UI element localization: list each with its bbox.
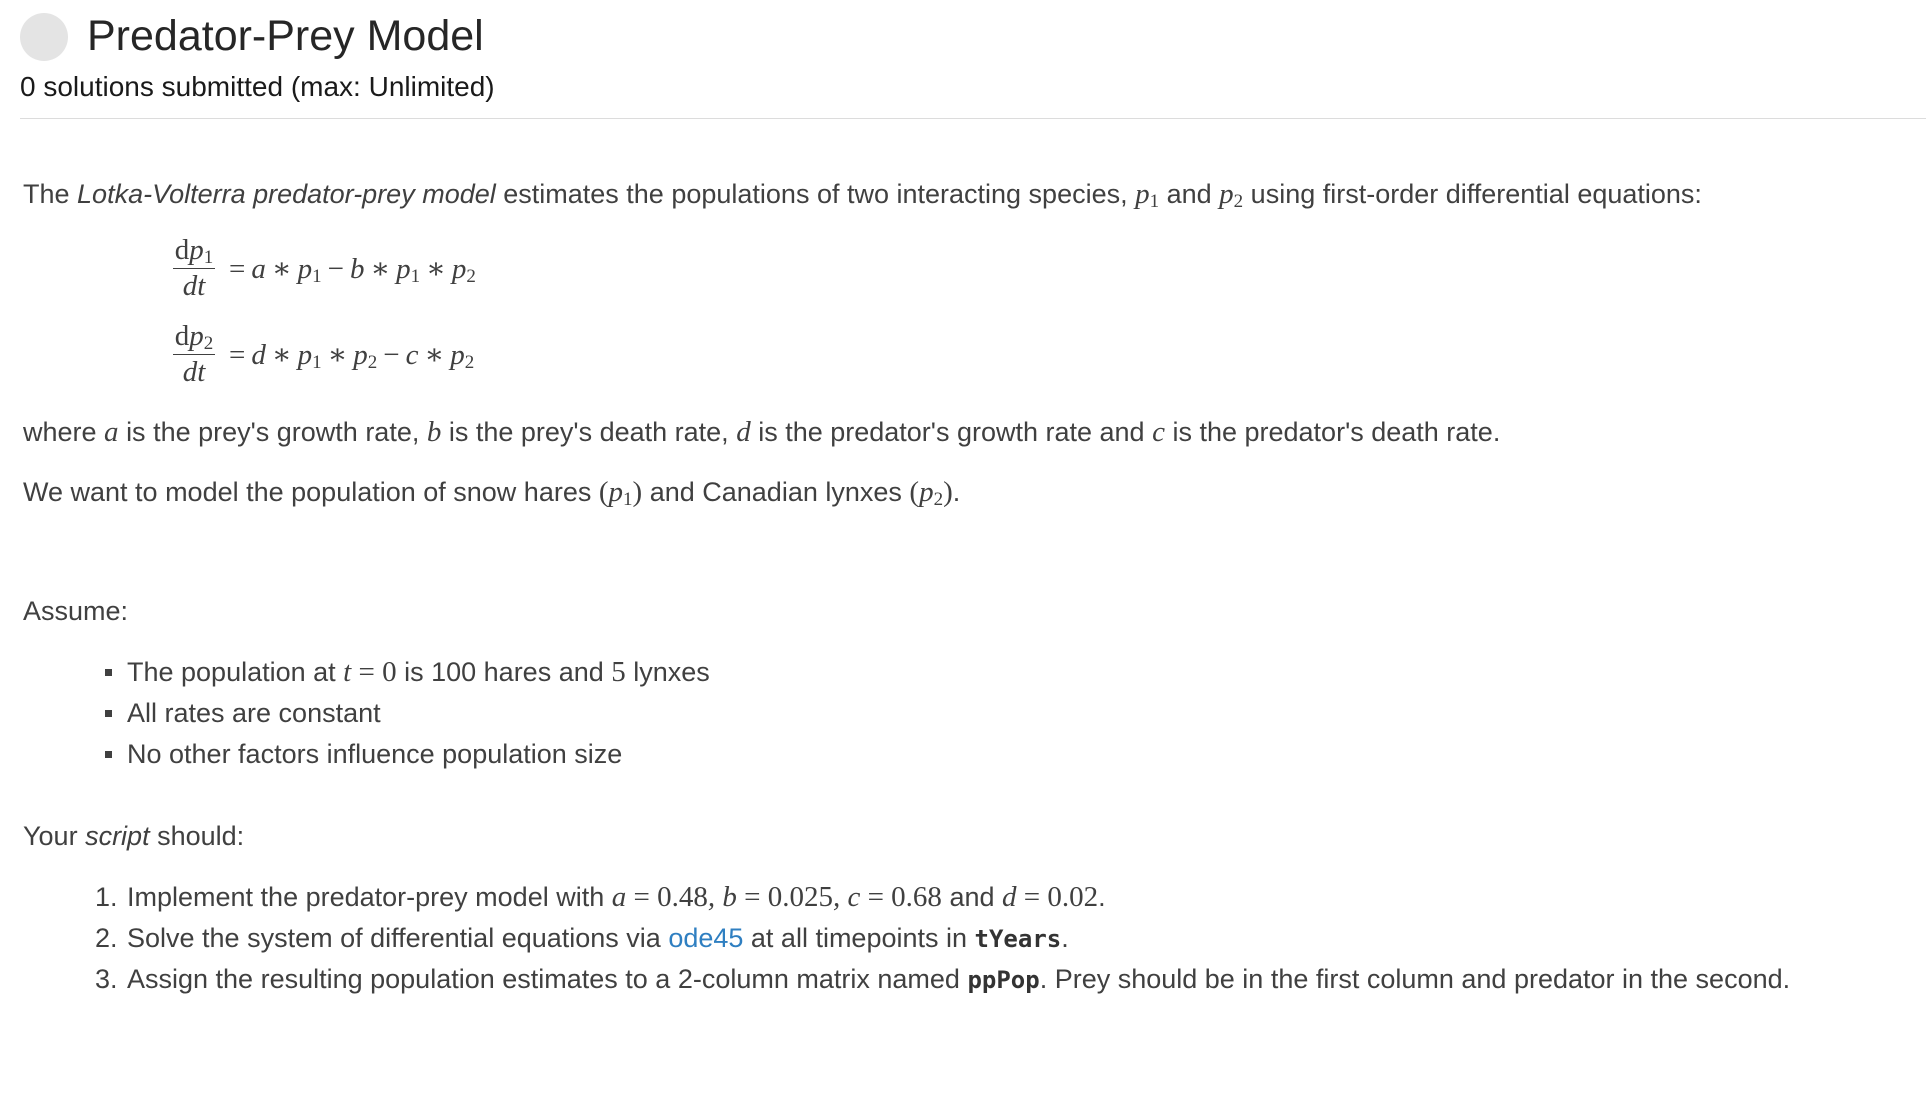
script-text: should:: [149, 821, 245, 851]
where-text: is the prey's death rate,: [448, 417, 737, 447]
item-text: is 100 hares and: [404, 657, 612, 687]
list-item: [23, 737, 710, 778]
step-number: 1.: [95, 882, 118, 912]
where-text: is the predator's growth rate and: [758, 417, 1153, 447]
list-item: [23, 880, 1790, 921]
model-text: .: [952, 477, 961, 507]
math-param-d: d = 0.02: [1002, 881, 1099, 913]
code-tYears: tYears: [974, 925, 1062, 953]
code-ppPop: ppPop: [967, 966, 1040, 994]
script-text: Your: [23, 821, 86, 851]
script-heading: [23, 819, 244, 853]
math-params: a = 0.48, b = 0.025, c = 0.68: [611, 881, 942, 913]
steps-list: [23, 880, 1790, 1003]
submission-count: 0 solutions submitted (max: Unlimited): [20, 71, 495, 102]
math-p1: $p_1$: [1135, 178, 1160, 212]
step-text: and: [941, 882, 1002, 912]
step-text: .: [1098, 882, 1106, 912]
header-divider: [20, 118, 1926, 119]
step-text: Implement the predator-prey model with: [127, 882, 612, 912]
math-p2-paren: $(p_2)$: [909, 476, 953, 510]
math-t-equals-0: t = 0: [343, 656, 397, 688]
equation-2-rhs: = d ∗ $p_1$ ∗ $p_2 - c$ ∗ $p_2$: [229, 339, 475, 373]
where-text: is the prey's growth rate,: [126, 417, 427, 447]
list-item: [23, 696, 710, 737]
list-item: [23, 921, 1790, 962]
intro-text: and: [1159, 179, 1220, 209]
where-paragraph: [23, 415, 1500, 449]
math-p2: $p_2$: [1219, 178, 1244, 212]
step-text: at all timepoints in: [743, 923, 975, 953]
bullet-icon: [105, 669, 112, 676]
math-5: 5: [611, 656, 626, 688]
bullet-icon: [105, 751, 112, 758]
list-item: [23, 962, 1790, 1003]
derivative-fraction: $\frac{dp_2}{dt}$: [174, 320, 214, 388]
math-b: b: [426, 416, 442, 448]
item-text: No other factors influence population size: [127, 739, 623, 769]
step-text: .: [1061, 923, 1069, 953]
step-number: 3.: [95, 964, 118, 994]
item-text: All rates are constant: [127, 698, 381, 728]
step-number: 2.: [95, 923, 118, 953]
item-text: lynxes: [633, 657, 710, 687]
derivative-fraction: $\frac{dp_1}{dt}$: [174, 234, 214, 302]
math-p1-paren: $(p_1)$: [598, 476, 643, 510]
script-emphasis: script: [85, 821, 150, 851]
ode45-link[interactable]: ode45: [668, 923, 744, 953]
model-paragraph: [23, 475, 960, 509]
status-circle-icon: [20, 13, 68, 61]
model-text: and Canadian lynxes: [642, 477, 910, 507]
page-title: Predator-Prey Model: [87, 12, 484, 60]
assumptions-list: [23, 655, 710, 778]
step-text: . Prey should be in the first column and predator in the second.: [1039, 964, 1791, 994]
model-text: We want to model the population of snow hares: [23, 477, 599, 507]
where-text: is the predator's death rate.: [1172, 417, 1501, 447]
intro-text: using first-order differential equations:: [1243, 179, 1702, 209]
step-text: Solve the system of differential equations via: [127, 923, 669, 953]
bullet-icon: [105, 710, 112, 717]
math-d: d: [736, 416, 751, 448]
where-text: where: [23, 417, 105, 447]
intro-text: estimates the populations of two interacting species,: [495, 179, 1136, 209]
intro-paragraph: [23, 177, 1702, 211]
math-a: a: [104, 416, 119, 448]
list-item: [23, 655, 710, 696]
step-text: Assign the resulting population estimates to a 2-column matrix named: [127, 964, 968, 994]
assume-heading: Assume:: [23, 596, 129, 626]
model-name: Lotka-Volterra predator-prey model: [77, 179, 496, 209]
math-c: c: [1152, 416, 1165, 448]
equation-1-rhs: = a ∗ $p_1 - b$ ∗ $p_1$ ∗ $p_2$: [229, 253, 476, 287]
intro-text: The: [23, 179, 78, 209]
item-text: The population at: [127, 657, 344, 687]
